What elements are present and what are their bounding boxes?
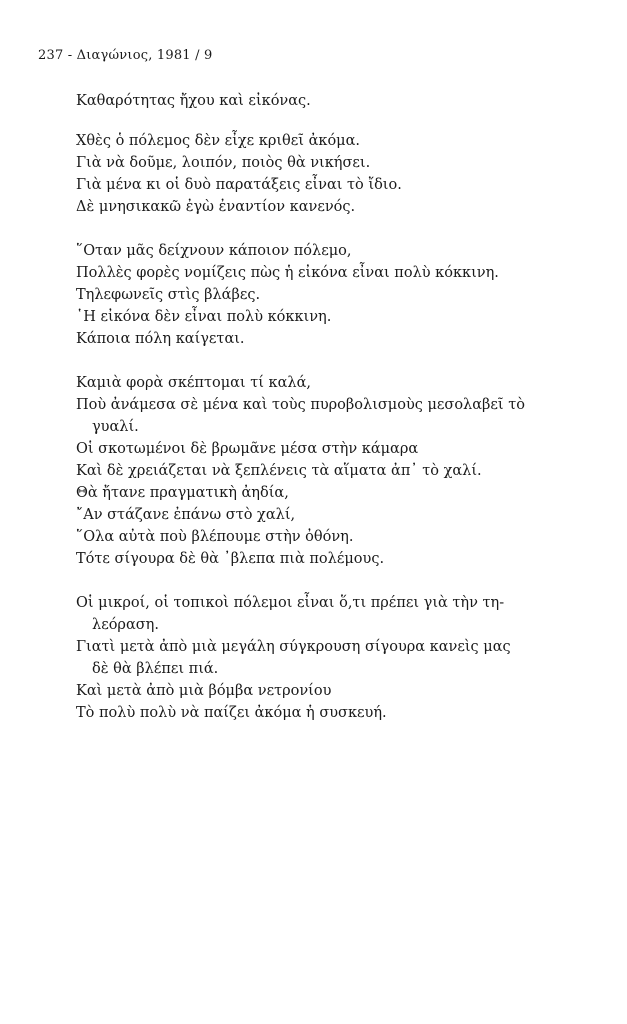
poem-line: Καὶ μετὰ ἀπὸ μιὰ βόμβα νετρονίου xyxy=(76,683,332,699)
poem-line: Καθαρότητας ἤχου καὶ εἰκόνας. xyxy=(76,93,311,109)
poem-line: Κάποια πόλη καίγεται. xyxy=(76,331,245,347)
poem-line: Γιατὶ μετὰ ἀπὸ μιὰ μεγάλη σύγκρουση σίγουρα κανεὶς μας xyxy=(76,639,511,655)
poem-stanza xyxy=(76,240,596,350)
poem-line: Οἱ μικροί, οἱ τοπικοὶ πόλεμοι εἶναι ὅ,τι πρέπει γιὰ τὴν τη- xyxy=(76,595,505,611)
poem-line: ῎Αν στάζανε ἐπάνω στὸ χαλί, xyxy=(76,507,296,523)
poem-line: Καὶ δὲ χρειάζεται νὰ ξεπλένεις τὰ αἵματα ἀπ᾽ τὸ χαλί. xyxy=(76,463,482,479)
poem-line: Δὲ μνησικακῶ ἐγὼ ἐναντίον κανενός. xyxy=(76,199,356,215)
poem-line: ῞Ολα αὐτὰ ποὺ βλέπουμε στὴν ὀθόνη. xyxy=(76,529,354,545)
poem-line: ῾Η εἰκόνα δὲν εἶναι πολὺ κόκκινη. xyxy=(76,309,332,325)
poem-line: Γιὰ νὰ δοῦμε, λοιπόν, ποιὸς θὰ νικήσει. xyxy=(76,155,371,171)
poem-line: Γιὰ μένα κι οἱ δυὸ παρατάξεις εἶναι τὸ ἴδιο. xyxy=(76,177,402,193)
poem-stanza xyxy=(76,372,596,570)
poem-line-continuation: λεόραση. xyxy=(92,617,159,633)
running-head: 237 - Διαγώνιος, 1981 / 9 xyxy=(38,48,213,63)
poem-stanza xyxy=(76,592,596,724)
poem-line: Οἱ σκοτωμένοι δὲ βρωμᾶνε μέσα στὴν κάμαρα xyxy=(76,441,419,457)
poem-line: Τηλεφωνεῖς στὶς βλάβες. xyxy=(76,287,261,303)
poem-stanza xyxy=(76,90,596,112)
poem-line: Θὰ ἤτανε πραγματικὴ ἀηδία, xyxy=(76,485,289,501)
poem-line-continuation: γυαλί. xyxy=(92,419,139,435)
poem-line: Πολλὲς φορὲς νομίζεις πὼς ἡ εἰκόνα εἶναι πολὺ κόκκινη. xyxy=(76,265,499,281)
poem-line-continuation: δὲ θὰ βλέπει πιά. xyxy=(92,661,219,677)
poem-body xyxy=(76,90,596,746)
poem-line: Καμιὰ φορὰ σκέπτομαι τί καλά, xyxy=(76,375,311,391)
poem-line: Τότε σίγουρα δὲ θὰ ᾽βλεπα πιὰ πολέμους. xyxy=(76,551,385,567)
poem-line: Χθὲς ὁ πόλεμος δὲν εἶχε κριθεῖ ἀκόμα. xyxy=(76,133,361,149)
poem-line: Τὸ πολὺ πολὺ νὰ παίζει ἀκόμα ἡ συσκευή. xyxy=(76,705,387,721)
poem-line: ῞Οταν μᾶς δείχνουν κάποιον πόλεμο, xyxy=(76,243,352,259)
poem-line: Ποὺ ἀνάμεσα σὲ μένα καὶ τοὺς πυροβολισμοὺς μεσολαβεῖ τὸ xyxy=(76,397,525,413)
poem-stanza xyxy=(76,130,596,218)
